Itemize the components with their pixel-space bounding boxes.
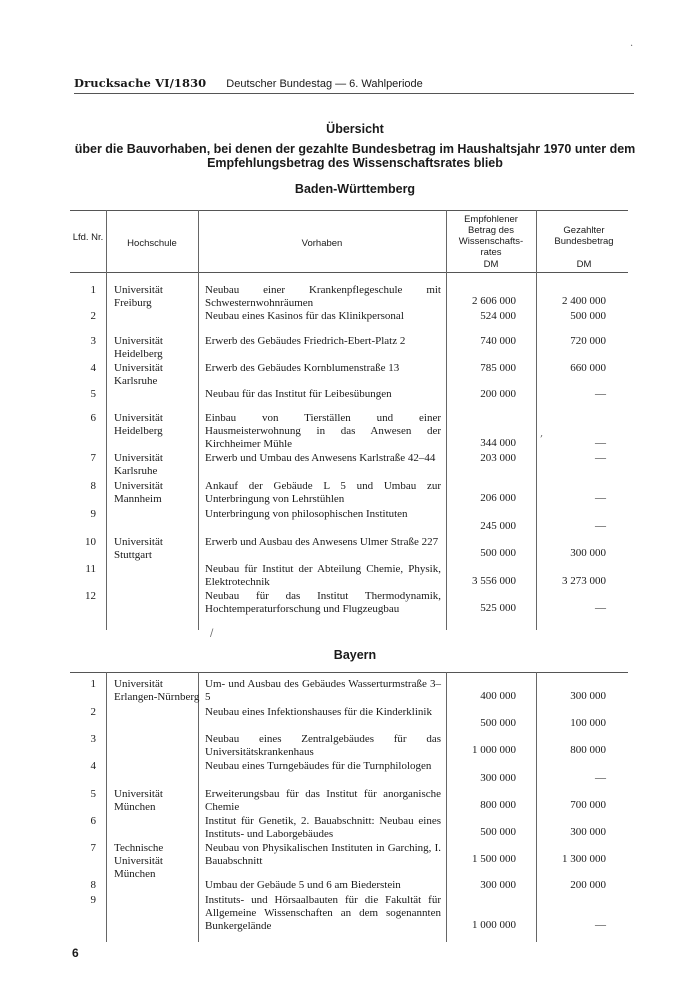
paid-amount: — (595, 919, 606, 931)
row-number: 1 (90, 678, 96, 690)
project-description: Erwerb und Umbau des Anwesens Karlstraße 42–44 (205, 452, 436, 464)
col-divider (106, 672, 107, 942)
paid-amount: 200 000 (570, 879, 606, 891)
project-description: Instituts- und Hörsaalbauten für die Fakultät für Allgemeine Wissenschaften an dem sogenannten Bunkergelände (205, 894, 441, 932)
row-number: 12 (85, 590, 96, 602)
project-description: Einbau von Tierställen und einer Hausmeisterwohnung in das Anwesen der Kirchheimer Mühle (205, 412, 441, 450)
project-description: Neubau für Institut der Abteilung Chemie, Physik, Elektrotechnik (205, 563, 441, 588)
col-divider (446, 672, 447, 942)
project-description: Unterbringung von philosophischen Instituten (205, 508, 408, 520)
recommended-amount: 500 000 (480, 547, 516, 559)
project-description: Neubau eines Zentralgebäudes für das Universitätskrankenhaus (205, 733, 441, 758)
section-heading-bw: Baden-Württemberg (294, 182, 416, 196)
project-description: Neubau von Physikalischen Instituten in Garching, I. Bauabschnitt (205, 842, 441, 867)
paid-amount: — (595, 520, 606, 532)
university-name: Universität Karlsruhe (114, 362, 163, 387)
parliament-header: Deutscher Bundestag — 6. Wahlperiode (226, 78, 423, 90)
scan-mark: . (630, 38, 634, 49)
university-name: Universität Heidelberg (114, 335, 163, 360)
project-description: Neubau für das Institut für Leibesübungen (205, 388, 392, 400)
scan-mark: / (210, 628, 214, 639)
col-header-nr: Lfd. Nr. (72, 232, 104, 243)
project-description: Neubau eines Infektionshauses für die Kinderklinik (205, 706, 432, 718)
university-name: Universität Heidelberg (114, 412, 163, 437)
paid-amount: 300 000 (570, 826, 606, 838)
recommended-amount: 400 000 (480, 690, 516, 702)
header-rule (74, 93, 634, 94)
paid-amount: — (595, 772, 606, 784)
university-name: Universität Karlsruhe (114, 452, 163, 477)
project-description: Ankauf der Gebäude L 5 und Umbau zur Unterbringung von Lehrstühlen (205, 480, 441, 505)
project-description: Erwerb und Ausbau des Anwesens Ulmer Straße 227 (205, 536, 439, 548)
col-divider (106, 210, 107, 630)
row-number: 3 (90, 335, 96, 347)
page-title: Übersicht (326, 122, 384, 136)
recommended-amount: 1 000 000 (472, 744, 516, 756)
row-number: 4 (90, 362, 96, 374)
row-number: 11 (85, 563, 96, 575)
recommended-amount: 344 000 (480, 437, 516, 449)
col-header-vorhaben: Vorhaben (301, 238, 343, 249)
row-number: 3 (90, 733, 96, 745)
paid-amount: 2 400 000 (562, 295, 606, 307)
document-number: Drucksache VI/1830 (74, 76, 207, 90)
row-number: 2 (90, 310, 96, 322)
recommended-amount: 2 606 000 (472, 295, 516, 307)
row-number: 9 (90, 508, 96, 520)
project-description: Erwerb des Gebäudes Kornblumenstraße 13 (205, 362, 400, 374)
recommended-amount: 206 000 (480, 492, 516, 504)
paid-amount: — (595, 452, 606, 464)
table-top-rule-bayern (70, 672, 628, 673)
section-heading-bayern: Bayern (333, 648, 377, 662)
row-number: 5 (90, 788, 96, 800)
row-number: 5 (90, 388, 96, 400)
paid-amount: — (595, 492, 606, 504)
university-name: Universität Freiburg (114, 284, 163, 309)
row-number: 2 (90, 706, 96, 718)
project-description: Neubau einer Krankenpflegeschule mit Schwesternwohnräumen (205, 284, 441, 309)
page-subtitle: über die Bauvorhaben, bei denen der gezahlte Bundesbetrag im Haushaltsjahr 1970 unter dem Empfehlungsbetrag des Wissenschaftsrates blieb (74, 142, 636, 170)
paid-amount: — (595, 437, 606, 449)
paid-amount: 700 000 (570, 799, 606, 811)
row-number: 1 (90, 284, 96, 296)
recommended-amount: 1 500 000 (472, 853, 516, 865)
col-header-empfohlen: Empfohlener Betrag des Wissenschafts- rates (458, 214, 524, 258)
col-divider (536, 672, 537, 942)
col-header-gezahlt: Gezahlter Bundesbetrag (554, 225, 614, 247)
recommended-amount: 525 000 (480, 602, 516, 614)
recommended-amount: 800 000 (480, 799, 516, 811)
project-description: Neubau für das Institut Thermodynamik, Hochtemperaturforschung und Flugzeugbau (205, 590, 441, 615)
recommended-amount: 785 000 (480, 362, 516, 374)
col-header-empfohlen-unit: DM (483, 259, 499, 270)
col-header-gezahlt-unit: DM (576, 259, 592, 270)
paid-amount: 500 000 (570, 310, 606, 322)
project-description: Neubau eines Kasinos für das Klinikpersonal (205, 310, 404, 322)
row-number: 9 (90, 894, 96, 906)
recommended-amount: 200 000 (480, 388, 516, 400)
university-name: Universität München (114, 788, 163, 813)
running-header (74, 76, 423, 90)
paid-amount: 3 273 000 (562, 575, 606, 587)
paid-amount: 800 000 (570, 744, 606, 756)
row-number: 6 (90, 412, 96, 424)
scan-mark: , (540, 428, 544, 439)
recommended-amount: 203 000 (480, 452, 516, 464)
project-description: Um- und Ausbau des Gebäudes Wasserturmstraße 3–5 (205, 678, 441, 703)
row-number: 6 (90, 815, 96, 827)
table-header-rule (70, 272, 628, 273)
project-description: Umbau der Gebäude 5 und 6 am Biederstein (205, 879, 401, 891)
project-description: Neubau eines Turngebäudes für die Turnphilologen (205, 760, 432, 772)
page-number: 6 (72, 946, 79, 960)
recommended-amount: 300 000 (480, 772, 516, 784)
table-top-rule (70, 210, 628, 211)
project-description: Institut für Genetik, 2. Bauabschnitt: Neubau eines Instituts- und Laborgebäudes (205, 815, 441, 840)
paid-amount: 660 000 (570, 362, 606, 374)
col-divider (536, 210, 537, 630)
row-number: 8 (90, 480, 96, 492)
row-number: 7 (90, 842, 96, 854)
university-name: Universität Mannheim (114, 480, 163, 505)
recommended-amount: 245 000 (480, 520, 516, 532)
row-number: 10 (85, 536, 96, 548)
recommended-amount: 3 556 000 (472, 575, 516, 587)
university-name: Universität Erlangen-Nürnberg (114, 678, 200, 703)
paid-amount: 300 000 (570, 547, 606, 559)
recommended-amount: 1 000 000 (472, 919, 516, 931)
col-divider (446, 210, 447, 630)
project-description: Erweiterungsbau für das Institut für anorganische Chemie (205, 788, 441, 813)
paid-amount: 720 000 (570, 335, 606, 347)
recommended-amount: 524 000 (480, 310, 516, 322)
col-header-hochschule: Hochschule (127, 238, 177, 249)
row-number: 4 (90, 760, 96, 772)
university-name: Universität Stuttgart (114, 536, 163, 561)
paid-amount: — (595, 388, 606, 400)
university-name: Technische Universität München (114, 842, 164, 880)
paid-amount: 300 000 (570, 690, 606, 702)
recommended-amount: 500 000 (480, 826, 516, 838)
paid-amount: 100 000 (570, 717, 606, 729)
paid-amount: 1 300 000 (562, 853, 606, 865)
project-description: Erwerb des Gebäudes Friedrich-Ebert-Platz 2 (205, 335, 406, 347)
recommended-amount: 740 000 (480, 335, 516, 347)
recommended-amount: 300 000 (480, 879, 516, 891)
recommended-amount: 500 000 (480, 717, 516, 729)
row-number: 8 (90, 879, 96, 891)
paid-amount: — (595, 602, 606, 614)
row-number: 7 (90, 452, 96, 464)
